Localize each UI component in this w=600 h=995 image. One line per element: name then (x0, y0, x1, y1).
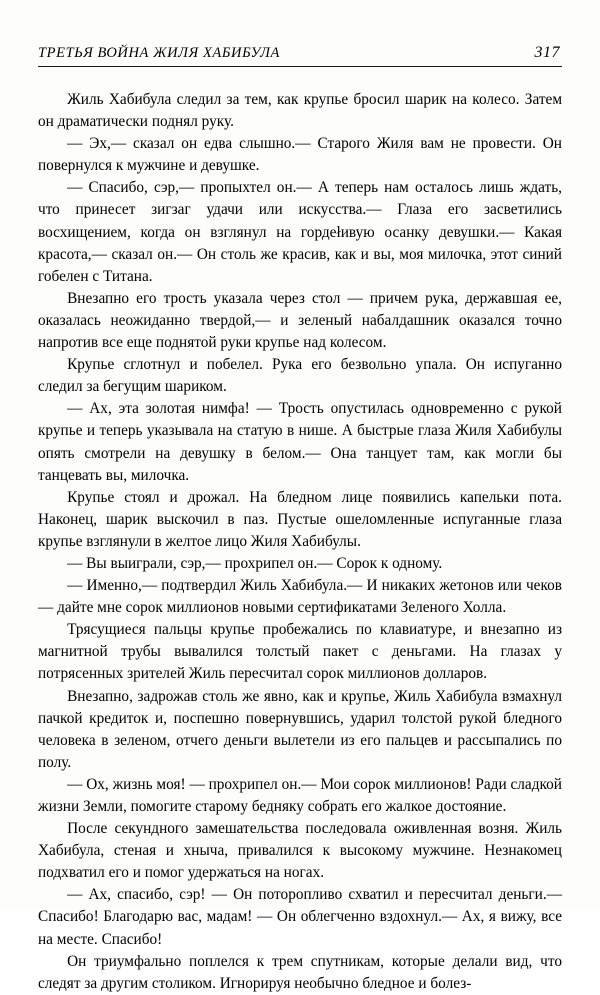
paragraph: После секундного замешательства последовала оживленная возня. Жиль Хабибула, стеная и хныча, привалился к высокому мужчине. Незнакомец подхватил его и помог удержаться на ногах. (38, 820, 562, 882)
body-text (38, 89, 562, 995)
header-rule (38, 66, 562, 67)
paragraph: — Именно,— подтвердил Жиль Хабибула.— И никаких жетонов или чеков — дайте мне сорок миллионов новыми сертификатами Зеленого Холла. (38, 577, 562, 617)
paragraph: — Вы выиграли, сэр,— прохрипел он.— Сорок к одному. (67, 554, 443, 572)
paragraph: — Ох, жизнь моя! — прохрипел он.— Мои сорок миллионов! Ради сладкой жизни Земли, помогите старому бедняку собрать его жалкое достояние. (38, 775, 562, 815)
running-head-title: ТРЕТЬЯ ВОЙНА ЖИЛЯ ХАБИБУЛА (38, 45, 280, 61)
paragraph: Крупье сглотнул и побелел. Рука его безвольно упала. Он испуганно следил за бегущим шариком. (38, 356, 562, 396)
paragraph: Внезапно, задрожав столь же явно, как и крупье, Жиль Хабибула взмахнул пачкой кредиток и, поспешно повернувшись, ударил толстой рукой бледного человека в зеленом, отчего деньги вылетели из его пальцев и рассыпались по полу. (38, 687, 562, 771)
paragraph: Трясущиеся пальцы крупье пробежались по клавиатуре, и внезапно из магнитной трубы вывалился толстый пакет с деньгами. На глазах у потрясенных зрителей Жиль пересчитал сорок миллионов долларов. (38, 621, 562, 683)
page-number: 317 (534, 44, 560, 61)
running-head (38, 44, 562, 62)
paragraph: — Ах, эта золотая нимфа! — Трость опустилась одновременно с рукой крупье и теперь указывала на статую в нише. А быстрые глаза Жиля Хабибулы опять смотрели на девушку в белом.— Она танцует там, как могли бы танцевать вы, милочка. (38, 400, 562, 484)
paragraph: — Спасибо, сэр,— пропыхтел он.— А теперь нам осталось лишь ждать, что принесет зигзаг удачи или искусства.— Глаза его засветились восхищением, когда он взглянул на гордełивую осанку девушки.— Какая красота,— сказал он.— Он столь же красив, как и вы, моя милочка, этот синий гобелен с Титана. (38, 179, 562, 285)
paragraph: Он триумфально поплелся к трем спутникам, которые делали вид, что следят за другим столиком. Игнорируя необычно бледное и болез- (38, 952, 562, 992)
paragraph: Крупье стоял и дрожал. На бледном лице появились капельки пота. Наконец, шарик выскочил в паз. Пустые ошеломленные испуганные глаза крупье взглянули в желтое лицо Жиля Хабибулы. (38, 488, 562, 550)
paragraph: — Ах, спасибо, сэр! — Он поторопливо схватил и пересчитал деньги.— Спасибо! Благодарю вас, мадам! — Он облегченно вздохнул.— Ах, я вижу, все на месте. Спасибо! (38, 886, 562, 948)
paragraph: Внезапно его трость указала через стол — причем рука, державшая ее, оказалась неожиданно твердой,— и зеленый набалдашник оказался точно напротив все еще поднятой руки крупье над колесом. (38, 289, 562, 352)
paragraph: — Эх,— сказал он едва слышно.— Старого Жиля вам не провести. Он повернулся к мужчине и девушке. (38, 135, 562, 175)
paragraph: Жиль Хабибула следил за тем, как крупье бросил шарик на колесо. Затем он драматически поднял руку. (38, 91, 562, 131)
